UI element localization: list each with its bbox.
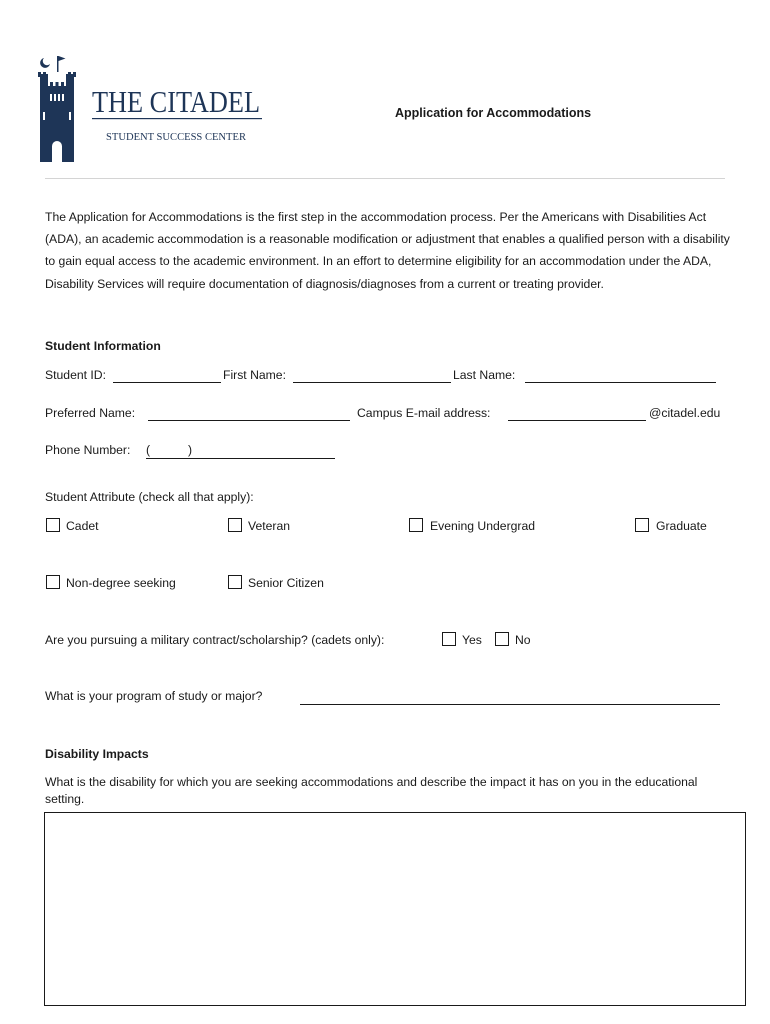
preferred-name-field[interactable] <box>148 420 350 421</box>
graduate-checkbox[interactable] <box>635 518 649 532</box>
evening-undergrad-checkbox[interactable] <box>409 518 423 532</box>
graduate-option-label: Graduate <box>656 519 707 533</box>
veteran-option-label: Veteran <box>248 519 291 533</box>
logo-subtitle: STUDENT SUCCESS CENTER <box>106 131 247 143</box>
phone-field[interactable] <box>146 458 335 459</box>
disability-description-textarea[interactable] <box>44 812 746 1006</box>
disability-impacts-heading: Disability Impacts <box>45 747 149 761</box>
phone-area-close: ) <box>188 443 193 457</box>
document-title: Application for Accommodations <box>395 106 592 120</box>
phone-label: Phone Number: <box>45 443 131 457</box>
program-field[interactable] <box>300 704 720 705</box>
preferred-name-label: Preferred Name: <box>45 406 136 420</box>
citadel-tower-icon <box>38 52 268 164</box>
program-question: What is your program of study or major? <box>45 689 263 703</box>
citadel-logo <box>38 52 268 164</box>
email-field[interactable] <box>508 420 646 421</box>
header-divider <box>45 178 725 179</box>
senior-citizen-checkbox[interactable] <box>228 575 242 589</box>
first-name-field[interactable] <box>293 382 451 383</box>
logo-name: THE CITADEL <box>92 84 260 119</box>
first-name-label: First Name: <box>223 368 286 382</box>
veteran-checkbox[interactable] <box>228 518 242 532</box>
military-yes-checkbox[interactable] <box>442 632 456 646</box>
military-no-label: No <box>515 633 531 647</box>
student-attribute-label: Student Attribute (check all that apply): <box>45 490 254 504</box>
military-no-checkbox[interactable] <box>495 632 509 646</box>
non-degree-seeking-checkbox[interactable] <box>46 575 60 589</box>
last-name-field[interactable] <box>525 382 716 383</box>
phone-area-open: ( <box>146 443 151 457</box>
military-question: Are you pursuing a military contract/scholarship? (cadets only): <box>45 633 385 647</box>
cadet-checkbox[interactable] <box>46 518 60 532</box>
student-id-field[interactable] <box>113 382 221 383</box>
student-information-heading: Student Information <box>45 339 161 353</box>
disability-question: What is the disability for which you are seeking accommodations and describe the impact it has on you in the educational setting. <box>45 775 698 806</box>
email-label: Campus E-mail address: <box>357 406 491 420</box>
last-name-label: Last Name: <box>453 368 516 382</box>
evening-undergrad-option-label: Evening Undergrad <box>430 519 536 533</box>
student-id-label: Student ID: <box>45 368 106 382</box>
email-suffix: @citadel.edu <box>649 406 721 420</box>
senior-citizen-option-label: Senior Citizen <box>248 576 324 590</box>
cadet-option-label: Cadet <box>66 519 99 533</box>
military-yes-label: Yes <box>462 633 482 647</box>
intro-paragraph: The Application for Accommodations is the first step in the accommodation process. Per the Americans with Disabilities Act (ADA), an academic accommodation is a reasonable modification or adjustment that enables a qualified person with a disability to gain equal access to the academic environment. In an effort to determine eligibility for an accommodation under the ADA, Disability Services will require documentation of diagnosis/diagnoses from a current or treating provider. <box>45 210 730 291</box>
non-degree-seeking-option-label: Non-degree seeking <box>66 576 176 590</box>
